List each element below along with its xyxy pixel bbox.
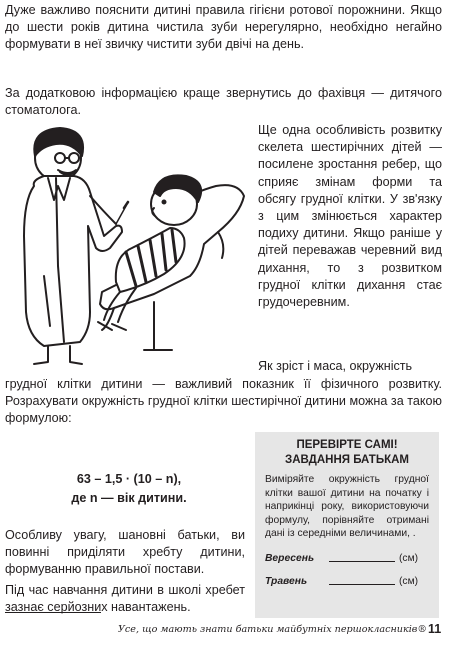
formula-expression: 63 – 1,5 · (10 – n), bbox=[76, 472, 182, 486]
september-label: Вересень bbox=[265, 552, 315, 564]
spine-load-paragraph: Під час навчання дитини в школі хребет зазнає серйозних навантажень. bbox=[5, 583, 245, 615]
may-row bbox=[265, 573, 429, 587]
task-title-line2: ЗАВДАННЯ БАТЬКАМ bbox=[285, 453, 409, 466]
september-unit: (см) bbox=[399, 552, 419, 564]
may-unit: (см) bbox=[399, 575, 419, 587]
dentist-illustration bbox=[4, 116, 256, 368]
registered-mark: ® bbox=[417, 624, 427, 635]
task-title bbox=[265, 438, 429, 467]
task-instructions: Виміряйте окружність грудної клітки вашої дитини на початку і наприкінці року, використовуючи формулу, порівняйте отримані дані із середніми величинами, . bbox=[265, 474, 429, 540]
chest-paragraph-continued: грудної клітки дитини — важливий показник її фізичного розвитку. Розрахувати окружність грудної клітки шестирічної дитини можна за такою формулою: bbox=[5, 377, 442, 426]
spine-paragraph: Особливу увагу, шановні батьки, ви повинні приділяти хребту дитини, формуванню правильної постави. bbox=[5, 528, 245, 577]
page-number: 11 bbox=[428, 622, 442, 636]
may-label: Травень bbox=[265, 575, 308, 587]
september-blank[interactable] bbox=[329, 550, 395, 562]
formula-definition: де n — вік дитини. bbox=[71, 491, 187, 505]
may-blank[interactable] bbox=[329, 573, 395, 585]
september-row bbox=[265, 550, 429, 564]
hygiene-paragraph: Дуже важливо пояснити дитині правила гігієни ротової порожнини. Якщо до шести років дитина чистила зуби нерегулярно, необхідно негайно формувати в неї звичку чистити зуби двічі на день. bbox=[5, 3, 442, 52]
task-title-line1: ПЕРЕВІРТЕ САМІ! bbox=[296, 439, 398, 451]
parent-task-box bbox=[255, 432, 439, 618]
footer-book-title bbox=[118, 624, 427, 635]
chest-paragraph-start: Як зріст і маса, окружність bbox=[258, 359, 413, 373]
chest-formula bbox=[44, 470, 214, 508]
dentist-advice-paragraph: За додатковою інформацією краще звернутись до фахівця — дитячого стоматолога. bbox=[5, 86, 442, 118]
footer-title-text: Усе, що мають знати батьки майбутніх першокласників bbox=[118, 624, 418, 635]
skeleton-paragraph: Ще одна особливість розвитку скелета шестирічних дітей — посилене зростання ребер, що сприяє змінам форми та обсягу грудної клітки. У зв'язку з цим змінюється характер подиху дитини. Якщо раніше у дітей переважав черевний вид дихання, то з розвитком грудної клітки дихання стає грудочеревним. bbox=[258, 123, 442, 310]
footer-divider bbox=[5, 612, 101, 613]
